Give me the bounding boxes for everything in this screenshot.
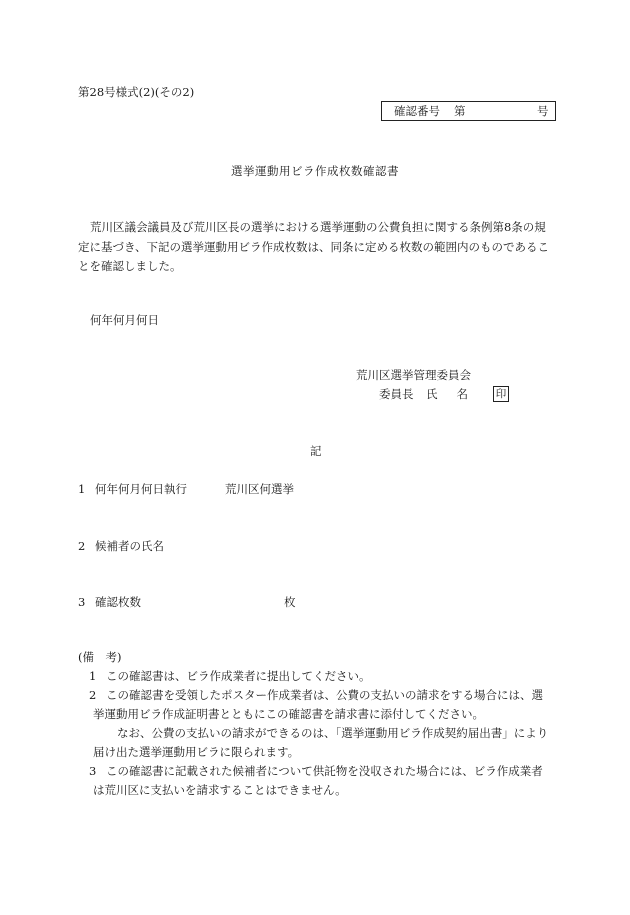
body-line: とを確認しました。 [78, 259, 182, 273]
ki-heading: 記 [310, 444, 322, 458]
confirmation-number-box [381, 101, 556, 121]
body-paragraph [78, 218, 556, 277]
form-number: 第28号様式(2)(その2) [78, 85, 195, 99]
item-label: 何年何月何日執行 [95, 482, 187, 496]
note-line: この確認書に記載された候補者について供託物を没収された場合には、ビラ作成業者 [106, 764, 543, 778]
issuer-committee: 荒川区選挙管理委員会 [356, 368, 471, 382]
name-label: 氏名 [426, 387, 487, 401]
item-label: 候補者の氏名 [95, 539, 164, 553]
notes-heading: (備 考) [78, 650, 122, 664]
document-title: 選挙運動用ビラ作成枚数確認書 [231, 164, 399, 178]
note-line: は荒川区に支払いを請求することはできません。 [93, 783, 347, 797]
item-value: 荒川区何選挙 [225, 482, 294, 496]
note-number: 1 [89, 669, 97, 683]
confirmation-number-prefix: 第 [454, 104, 466, 118]
seal-mark: 印 [493, 386, 509, 402]
item-value: 枚 [284, 595, 296, 609]
item-number: 3 [78, 595, 86, 609]
note-line: この確認書を受領したポスター作成業者は、公費の支払いの請求をする場合には、選 [106, 688, 543, 702]
body-line: 定に基づき、下記の選挙運動用ビラ作成枚数は、同条に定める枚数の範囲内のものであるこ [78, 239, 550, 254]
item-label: 確認枚数 [95, 595, 141, 609]
item-number: 1 [78, 482, 86, 496]
confirmation-number-suffix: 号 [537, 104, 549, 118]
note-number: 3 [89, 764, 97, 778]
note-line: 届け出た選挙運動用ビラに限られます。 [93, 745, 300, 759]
note-line: この確認書は、ビラ作成業者に提出してください。 [106, 669, 371, 683]
chair-title: 委員長 [379, 387, 414, 401]
body-line: 荒川区議会議員及び荒川区長の選挙における選挙運動の公費負担に関する条例第8条の規 [90, 220, 546, 234]
confirmation-number-label: 確認番号 [394, 104, 440, 118]
issue-date: 何年何月何日 [90, 313, 159, 327]
note-line: 挙運動用ビラ作成証明書とともにこの確認書を請求書に添付してください。 [93, 707, 484, 721]
note-number: 2 [89, 688, 97, 702]
item-number: 2 [78, 539, 86, 553]
note-line: なお、公費の支払いの請求ができるのは、「選挙運動用ビラ作成契約届出書」により [117, 726, 549, 740]
